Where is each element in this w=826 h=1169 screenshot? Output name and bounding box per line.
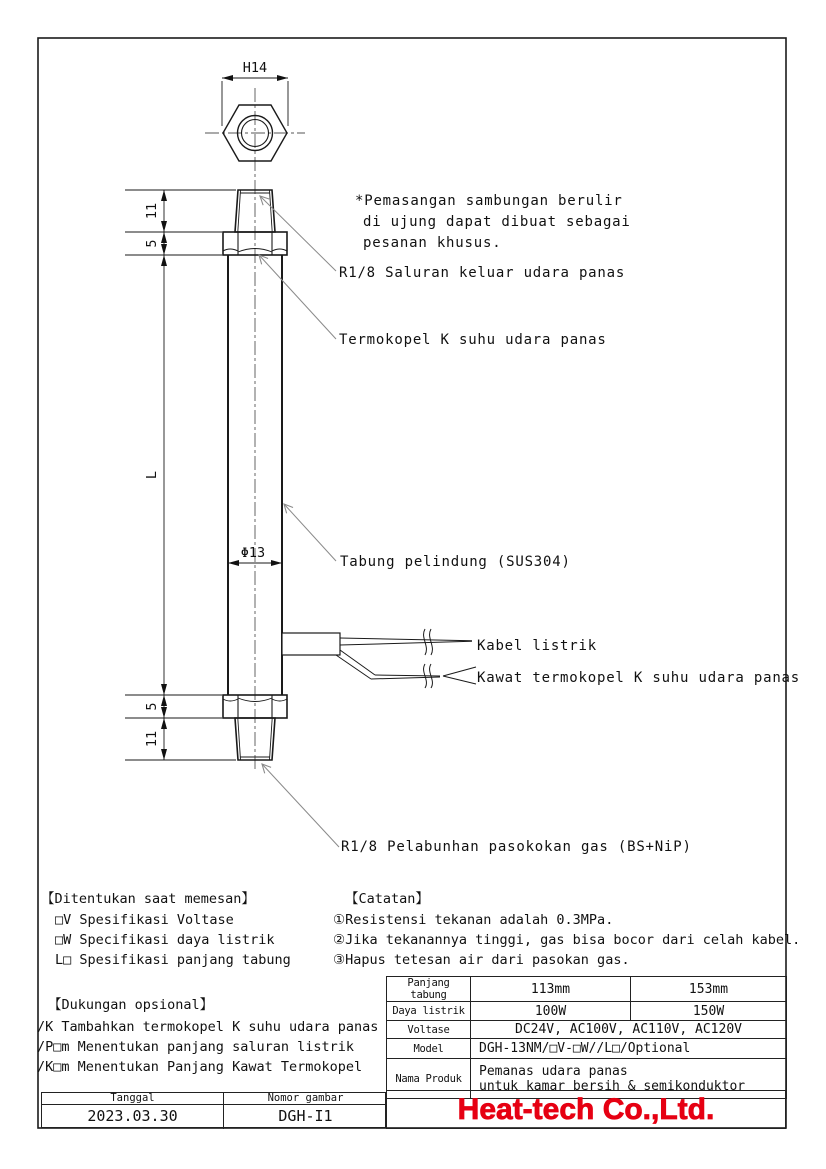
product-name-line2: untuk kamar bersih & semikonduktor — [479, 1078, 746, 1094]
dim-diameter-label: Φ13 — [240, 545, 266, 561]
spec-product-name-label: Nama Produk — [387, 1059, 471, 1099]
optional-item-k: /K Tambahkan termokopel K suhu udara panas — [37, 1019, 379, 1035]
dim-bottom-hex-label: 5 — [144, 702, 160, 711]
dim-bottom-plug-label: 11 — [144, 730, 160, 748]
company-logo — [386, 1090, 786, 1129]
order-spec-item-power: □W Specifikasi daya listrik — [55, 932, 275, 948]
spec-tube-length-label: Panjang tabung — [387, 977, 471, 1002]
date-label: Tanggal — [42, 1093, 223, 1105]
dim-length-label: L — [144, 470, 160, 480]
optional-item-p: /P□m Menentukan panjang saluran listrik — [37, 1039, 354, 1055]
callout-power-cable: Kabel listrik — [477, 638, 597, 654]
front-view — [223, 190, 340, 760]
order-spec-title: 【Ditentukan saat memesan】 — [41, 891, 255, 907]
callout-gas-inlet: R1/8 Pelabunhan pasokokan gas (BS+NiP) — [341, 839, 692, 855]
spec-power-v1: 100W — [471, 1002, 631, 1021]
table-row — [387, 977, 787, 1002]
order-spec-item-voltage: □V Spesifikasi Voltase — [55, 912, 234, 928]
spec-tube-length-v1: 113mm — [471, 977, 631, 1002]
notes-title: 【Catatan】 — [345, 891, 429, 907]
spec-model-value: DGH-13NM/□V-□W//L□/Optional — [471, 1039, 787, 1059]
spec-power-v2: 150W — [631, 1002, 787, 1021]
table-row — [387, 1039, 787, 1059]
star-note-line3: pesanan khusus. — [363, 235, 502, 251]
dim-h14-label: H14 — [242, 60, 268, 76]
spec-model-label: Model — [387, 1039, 471, 1059]
spec-table — [386, 976, 787, 1099]
spec-voltage-value: DC24V, AC100V, AC110V, AC120V — [471, 1021, 787, 1039]
callout-thermocouple-wire: Kawat termokopel K suhu udara panas — [477, 670, 801, 686]
date-value: 2023.03.30 — [87, 1107, 178, 1125]
title-block — [41, 1092, 386, 1128]
cables — [336, 629, 476, 688]
star-note-line1: *Pemasangan sambungan berulir — [355, 193, 623, 209]
spec-tube-length-v2: 153mm — [631, 977, 787, 1002]
dim-top-plug-label: 11 — [144, 202, 160, 220]
product-name-line1: Pemanas udara panas — [479, 1063, 628, 1079]
spec-voltage-label: Voltase — [387, 1021, 471, 1039]
optional-title: 【Dukungan opsional】 — [48, 997, 214, 1013]
dim-top-hex-label: 5 — [144, 239, 160, 248]
star-note-line2: di ujung dapat dibuat sebagai — [363, 214, 631, 230]
left-dimensions — [125, 190, 236, 760]
note-2: ②Jika tekanannya tinggi, gas bisa bocor dari celah kabel. — [333, 932, 801, 948]
order-spec-item-length: L□ Spesifikasi panjang tabung — [55, 952, 291, 968]
note-1: ①Resistensi tekanan adalah 0.3MPa. — [333, 912, 614, 928]
callout-hot-air-outlet: R1/8 Saluran keluar udara panas — [339, 265, 626, 281]
leader-lines — [259, 196, 339, 847]
dim-diameter — [228, 545, 282, 563]
wire-open-arrow — [443, 667, 476, 684]
note-3: ③Hapus tetesan air dari pasokan gas. — [333, 952, 630, 968]
drawing-number-value: DGH-I1 — [223, 1105, 387, 1129]
cable-break-symbol — [424, 629, 433, 655]
callout-thermocouple: Termokopel K suhu udara panas — [339, 332, 607, 348]
callout-protection-tube: Tabung pelindung (SUS304) — [340, 554, 571, 570]
optional-item-kwire: /K□m Menentukan Panjang Kawat Termokopel — [37, 1059, 363, 1075]
table-row — [387, 1002, 787, 1021]
company-logo-text: Heat-tech Co.,Ltd. — [457, 1092, 715, 1126]
drawing-number-label: Nomor gambar — [223, 1093, 387, 1105]
table-row — [387, 1021, 787, 1039]
spec-power-label: Daya listrik — [387, 1002, 471, 1021]
